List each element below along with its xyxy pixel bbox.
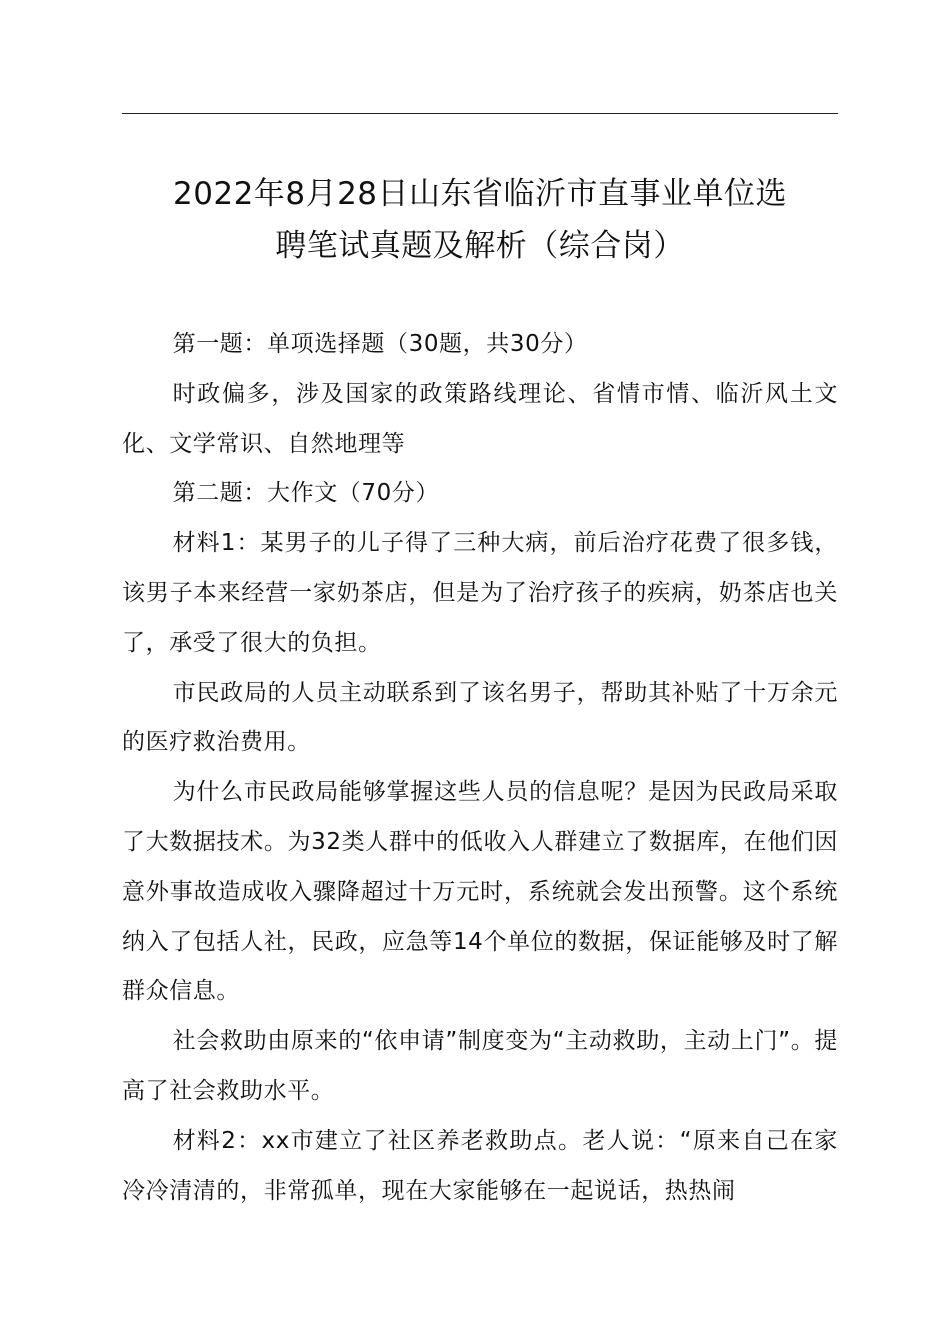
material-1-paragraph: 材料1：某男子的儿子得了三种大病，前后治疗花费了很多钱，该男子本来经营一家奶茶店，但是为了治疗孩子的疾病，奶茶店也关了，承受了很大的负担。 <box>122 530 838 656</box>
section-2-heading: 第二题：大作文（70分） <box>172 480 440 507</box>
body-paragraph: 社会救助由原来的“依申请”制度变为“主动救助，主动上门”。提高了社会救助水平。 <box>122 1028 838 1104</box>
title-line-2: 聘笔试真题及解析（综合岗） <box>275 228 685 264</box>
body-paragraph: 为什么市民政局能够掌握这些人员的信息呢？是因为民政局采取了大数据技术。为32类人群中的低收入人群建立了数据库，在他们因意外事故造成收入骤降超过十万元时，系统就会发出预警。这个系统纳入了包括人社，民政，应急等14个单位的数据，保证能够及时了解群众信息。 <box>122 779 838 1005</box>
section-1-description: 时政偏多，涉及国家的政策路线理论、省情市情、临沂风土文化、文学常识、自然地理等 <box>122 380 838 457</box>
material-2-paragraph: 材料2：xx市建立了社区养老救助点。老人说：“原来自己在家冷冷清清的，非常孤单，现在大家能够在一起说话，热热闹 <box>122 1127 838 1204</box>
section-1-heading: 第一题：单项选择题（30题，共30分） <box>172 331 588 357</box>
document-body <box>122 320 838 1216</box>
document-title <box>122 168 838 272</box>
header-divider <box>122 113 838 114</box>
title-line-1: 2022年8月28日山东省临沂市直事业单位选 <box>172 176 788 212</box>
body-paragraph: 市民政局的人员主动联系到了该名男子，帮助其补贴了十万余元的医疗救治费用。 <box>122 679 838 756</box>
